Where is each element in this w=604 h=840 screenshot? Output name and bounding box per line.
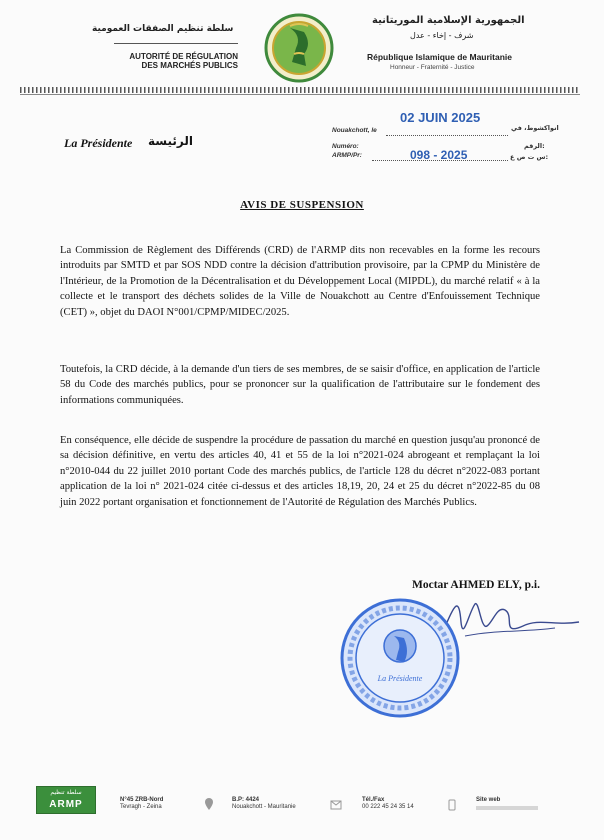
authority-name-arabic: سلطة تنظيم الصفقات العمومية — [92, 24, 234, 34]
authority-line2: DES MARCHÉS PUBLICS — [141, 61, 238, 70]
footer-logo-arabic: سلطة تنظيم — [50, 789, 82, 796]
footer-address-line2: Tevragh - Zeina — [120, 804, 162, 810]
footer-bp-line1: B.P: 4424 — [232, 797, 260, 803]
country-motto-french: Honneur - Fraternité - Justice — [390, 64, 475, 71]
date-dots — [386, 135, 508, 136]
reference-number: 098 - 2025 — [410, 148, 468, 162]
footer-tel-line1: Tél./Fax — [362, 797, 385, 803]
document-date: 02 JUIN 2025 — [400, 110, 481, 125]
footer-tel-line2: 00 222 45 24 35 14 — [362, 804, 414, 810]
country-motto-arabic: شرف - إخاء - عدل — [410, 31, 474, 40]
paragraph-2: Toutefois, la CRD décide, à la demande d'un tiers de ses membres, de se saisir d'office, en application de l'article 58 du Code des marchés publics, pour se prononcer sur la qualification de l'attributaire sur le fondement des informations communiquées. — [60, 364, 540, 406]
official-stamp — [338, 596, 462, 720]
stamp-text: La Présidente — [377, 674, 423, 683]
authority-name-french — [114, 52, 238, 70]
reference-label-arabic: س ت ص ع: — [510, 153, 549, 161]
footer-web-label: Site web — [476, 797, 501, 803]
numero-label: Numéro: — [332, 143, 359, 150]
place-label-arabic: انواكشوط، في — [511, 124, 559, 132]
mail-icon — [330, 798, 342, 810]
signer-name: Moctar AHMED ELY, p.i. — [411, 579, 540, 591]
phone-icon — [446, 798, 458, 810]
notice-title: AVIS DE SUSPENSION — [240, 199, 364, 211]
footer-phone — [362, 797, 414, 811]
paragraph-1: La Commission de Règlement des Différends (CRD) de l'ARMP dits non recevables en la forme les recours introduits par SMTD et par SOS NDD contre la décision d'attribution provisoire, par la CPMP du Ministère de l'Intérieur, de la Promotion de la Décentralisation et du Développement Local (MIPDL), du marché relatif « à la collecte et le transport des déchets solides de la Ville de Nouakchott au Centre d'Enfouissement Technique (CET) », objet du DAOI N°001/CPMP/MIDEC/2025. — [60, 245, 540, 318]
header-rule — [20, 94, 580, 95]
office-title-arabic: الرئيسة — [148, 134, 193, 148]
footer-logo — [36, 786, 96, 814]
authority-divider — [114, 43, 238, 44]
paragraph-3: En conséquence, elle décide de suspendre la procédure de passation du marché en question jusqu'au prononcé de sa décision définitive, en vertu des articles 40, 41 et 55 de la loi n°2021-024 abrogeant et remplaçant la loi n°2010-044 du 22 juillet 2010 portant Code des marchés publics, de l'article 128 du décret n°2022-083 portant application de la loi n° 2021-024 citée ci-dessus et des articles 18,19, 20, 24 et 25 du décret n°2022-85 du 08 juin 2022 portant organisation et fonctionnement de l'Autorité de Régulation des Marchés Publics. — [60, 435, 540, 508]
footer-bp-line2: Nouakchott - Mauritanie — [232, 804, 296, 810]
country-name-arabic: الجمهورية الإسلامية الموريتانية — [372, 15, 525, 26]
office-title-french: La Présidente — [64, 136, 133, 150]
place-label: Nouakchott, le — [332, 127, 377, 134]
header-decorative-band — [20, 87, 580, 93]
location-icon — [204, 797, 214, 811]
footer-web-url-faded — [476, 806, 538, 810]
footer-address-line1: N°45 ZRB-Nord — [120, 797, 164, 803]
footer-website — [476, 797, 500, 804]
country-name-french: République Islamique de Mauritanie — [367, 52, 512, 62]
numero-label-arabic: الرقم: — [524, 142, 545, 150]
footer-address — [120, 797, 163, 811]
footer-logo-text: ARMP — [49, 799, 83, 810]
reference-label: ARMP/Pr: — [332, 152, 362, 159]
footer-postal — [232, 797, 296, 811]
authority-line1: AUTORITÉ DE RÉGULATION — [129, 52, 238, 61]
emblem-logo — [260, 12, 338, 84]
